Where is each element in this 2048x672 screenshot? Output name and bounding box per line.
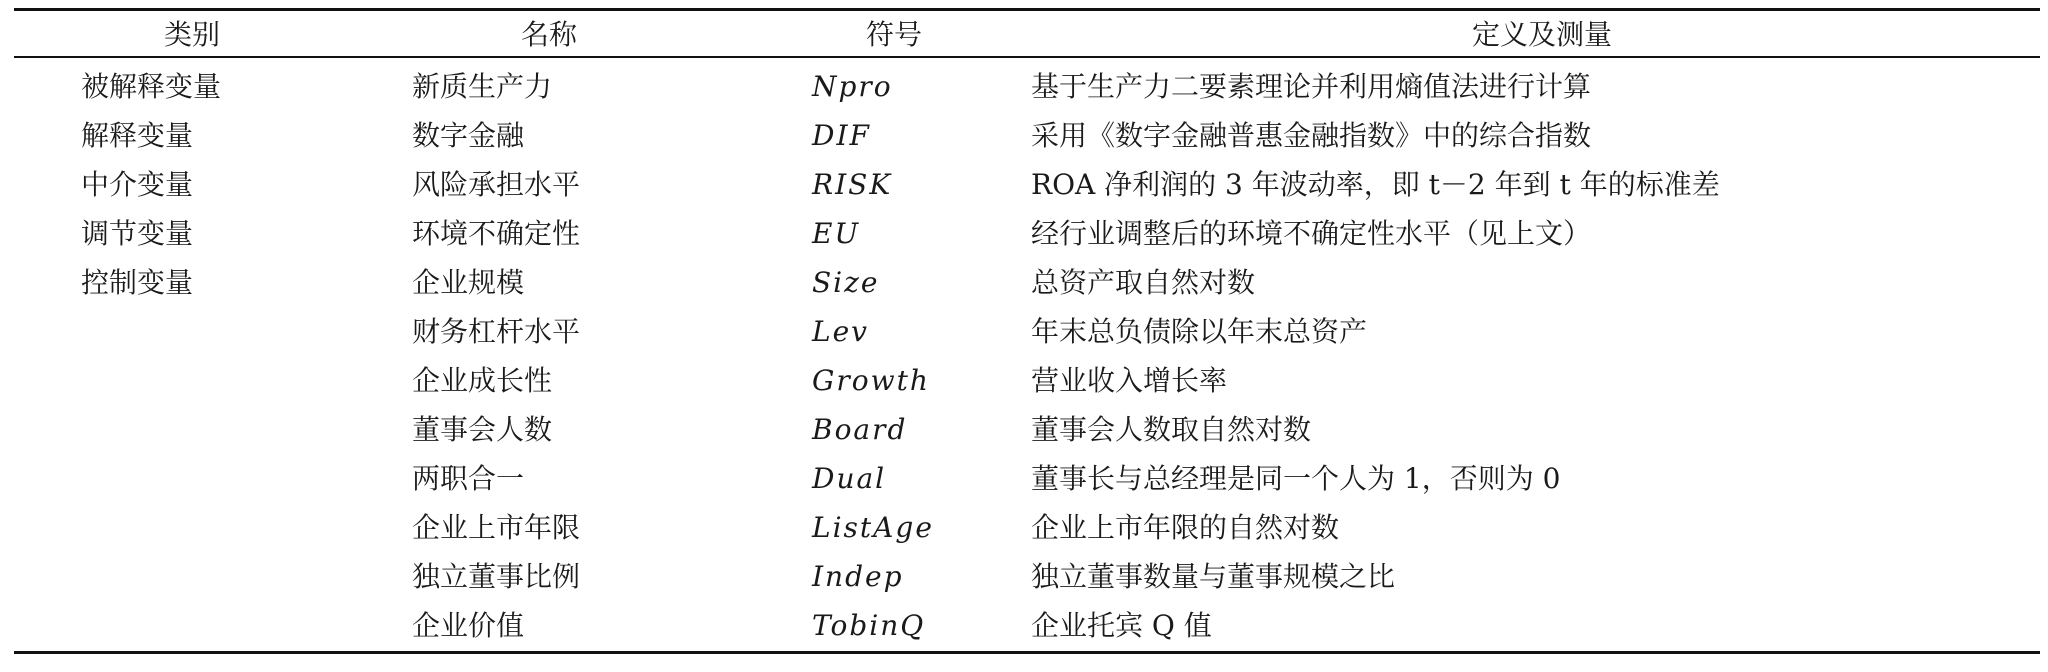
cell-symbol: RISK [812, 168, 893, 201]
table-row [14, 113, 2040, 163]
table-header-rule [14, 56, 2040, 58]
cell-definition: 采用《数字金融普惠金融指数》中的综合指数 [1031, 119, 1592, 152]
cell-category: 控制变量 [81, 266, 194, 299]
cell-symbol: Dual [812, 462, 887, 495]
cell-category: 调节变量 [81, 217, 194, 250]
cell-symbol: Size [812, 266, 880, 299]
cell-definition: 董事会人数取自然对数 [1031, 413, 1312, 446]
cell-category: 解释变量 [81, 119, 194, 152]
cell-definition: 独立董事数量与董事规模之比 [1031, 560, 1396, 593]
table-row [14, 505, 2040, 555]
cell-symbol: DIF [812, 119, 871, 152]
cell-definition: 经行业调整后的环境不确定性水平（见上文） [1031, 217, 1592, 250]
cell-definition: 企业上市年限的自然对数 [1031, 511, 1340, 544]
table-row [14, 407, 2040, 457]
cell-category: 中介变量 [81, 168, 194, 201]
table-row [14, 309, 2040, 359]
cell-definition: 企业托宾 Q 值 [1031, 609, 1212, 642]
cell-category: 被解释变量 [81, 70, 222, 103]
cell-symbol: ListAge [812, 511, 934, 544]
cell-name: 企业价值 [412, 609, 525, 642]
cell-name: 两职合一 [412, 462, 525, 495]
cell-name: 独立董事比例 [412, 560, 581, 593]
table-row [14, 358, 2040, 408]
cell-symbol: Lev [812, 315, 869, 348]
header-category: 类别 [163, 18, 220, 51]
header-name: 名称 [520, 18, 577, 51]
table-row [14, 64, 2040, 114]
table-row [14, 456, 2040, 506]
cell-name: 企业规模 [412, 266, 525, 299]
table-row [14, 211, 2040, 261]
cell-name: 企业上市年限 [412, 511, 581, 544]
cell-name: 企业成长性 [412, 364, 553, 397]
cell-definition: 年末总负债除以年末总资产 [1031, 315, 1368, 348]
cell-name: 环境不确定性 [412, 217, 581, 250]
table-row [14, 603, 2040, 653]
table-row [14, 260, 2040, 310]
cell-name: 风险承担水平 [412, 168, 581, 201]
cell-symbol: Board [812, 413, 908, 446]
cell-symbol: TobinQ [812, 609, 926, 642]
table-bottom-rule [14, 651, 2040, 654]
cell-symbol: Npro [812, 70, 893, 103]
cell-symbol: Indep [812, 560, 904, 593]
table-row [14, 554, 2040, 604]
table-row [14, 162, 2040, 212]
cell-name: 新质生产力 [412, 70, 553, 103]
cell-name: 数字金融 [412, 119, 525, 152]
cell-definition: ROA 净利润的 3 年波动率，即 t－2 年到 t 年的标准差 [1031, 168, 1720, 201]
cell-definition: 营业收入增长率 [1031, 364, 1228, 397]
cell-name: 董事会人数 [412, 413, 553, 446]
cell-definition: 董事长与总经理是同一个人为 1，否则为 0 [1031, 462, 1561, 495]
header-definition: 定义及测量 [1471, 18, 1612, 51]
cell-definition: 总资产取自然对数 [1031, 266, 1256, 299]
cell-symbol: EU [812, 217, 861, 250]
cell-definition: 基于生产力二要素理论并利用熵值法进行计算 [1031, 70, 1592, 103]
header-symbol: 符号 [865, 18, 922, 51]
cell-name: 财务杠杆水平 [412, 315, 581, 348]
cell-symbol: Growth [812, 364, 930, 397]
table-header-row [14, 11, 2040, 56]
